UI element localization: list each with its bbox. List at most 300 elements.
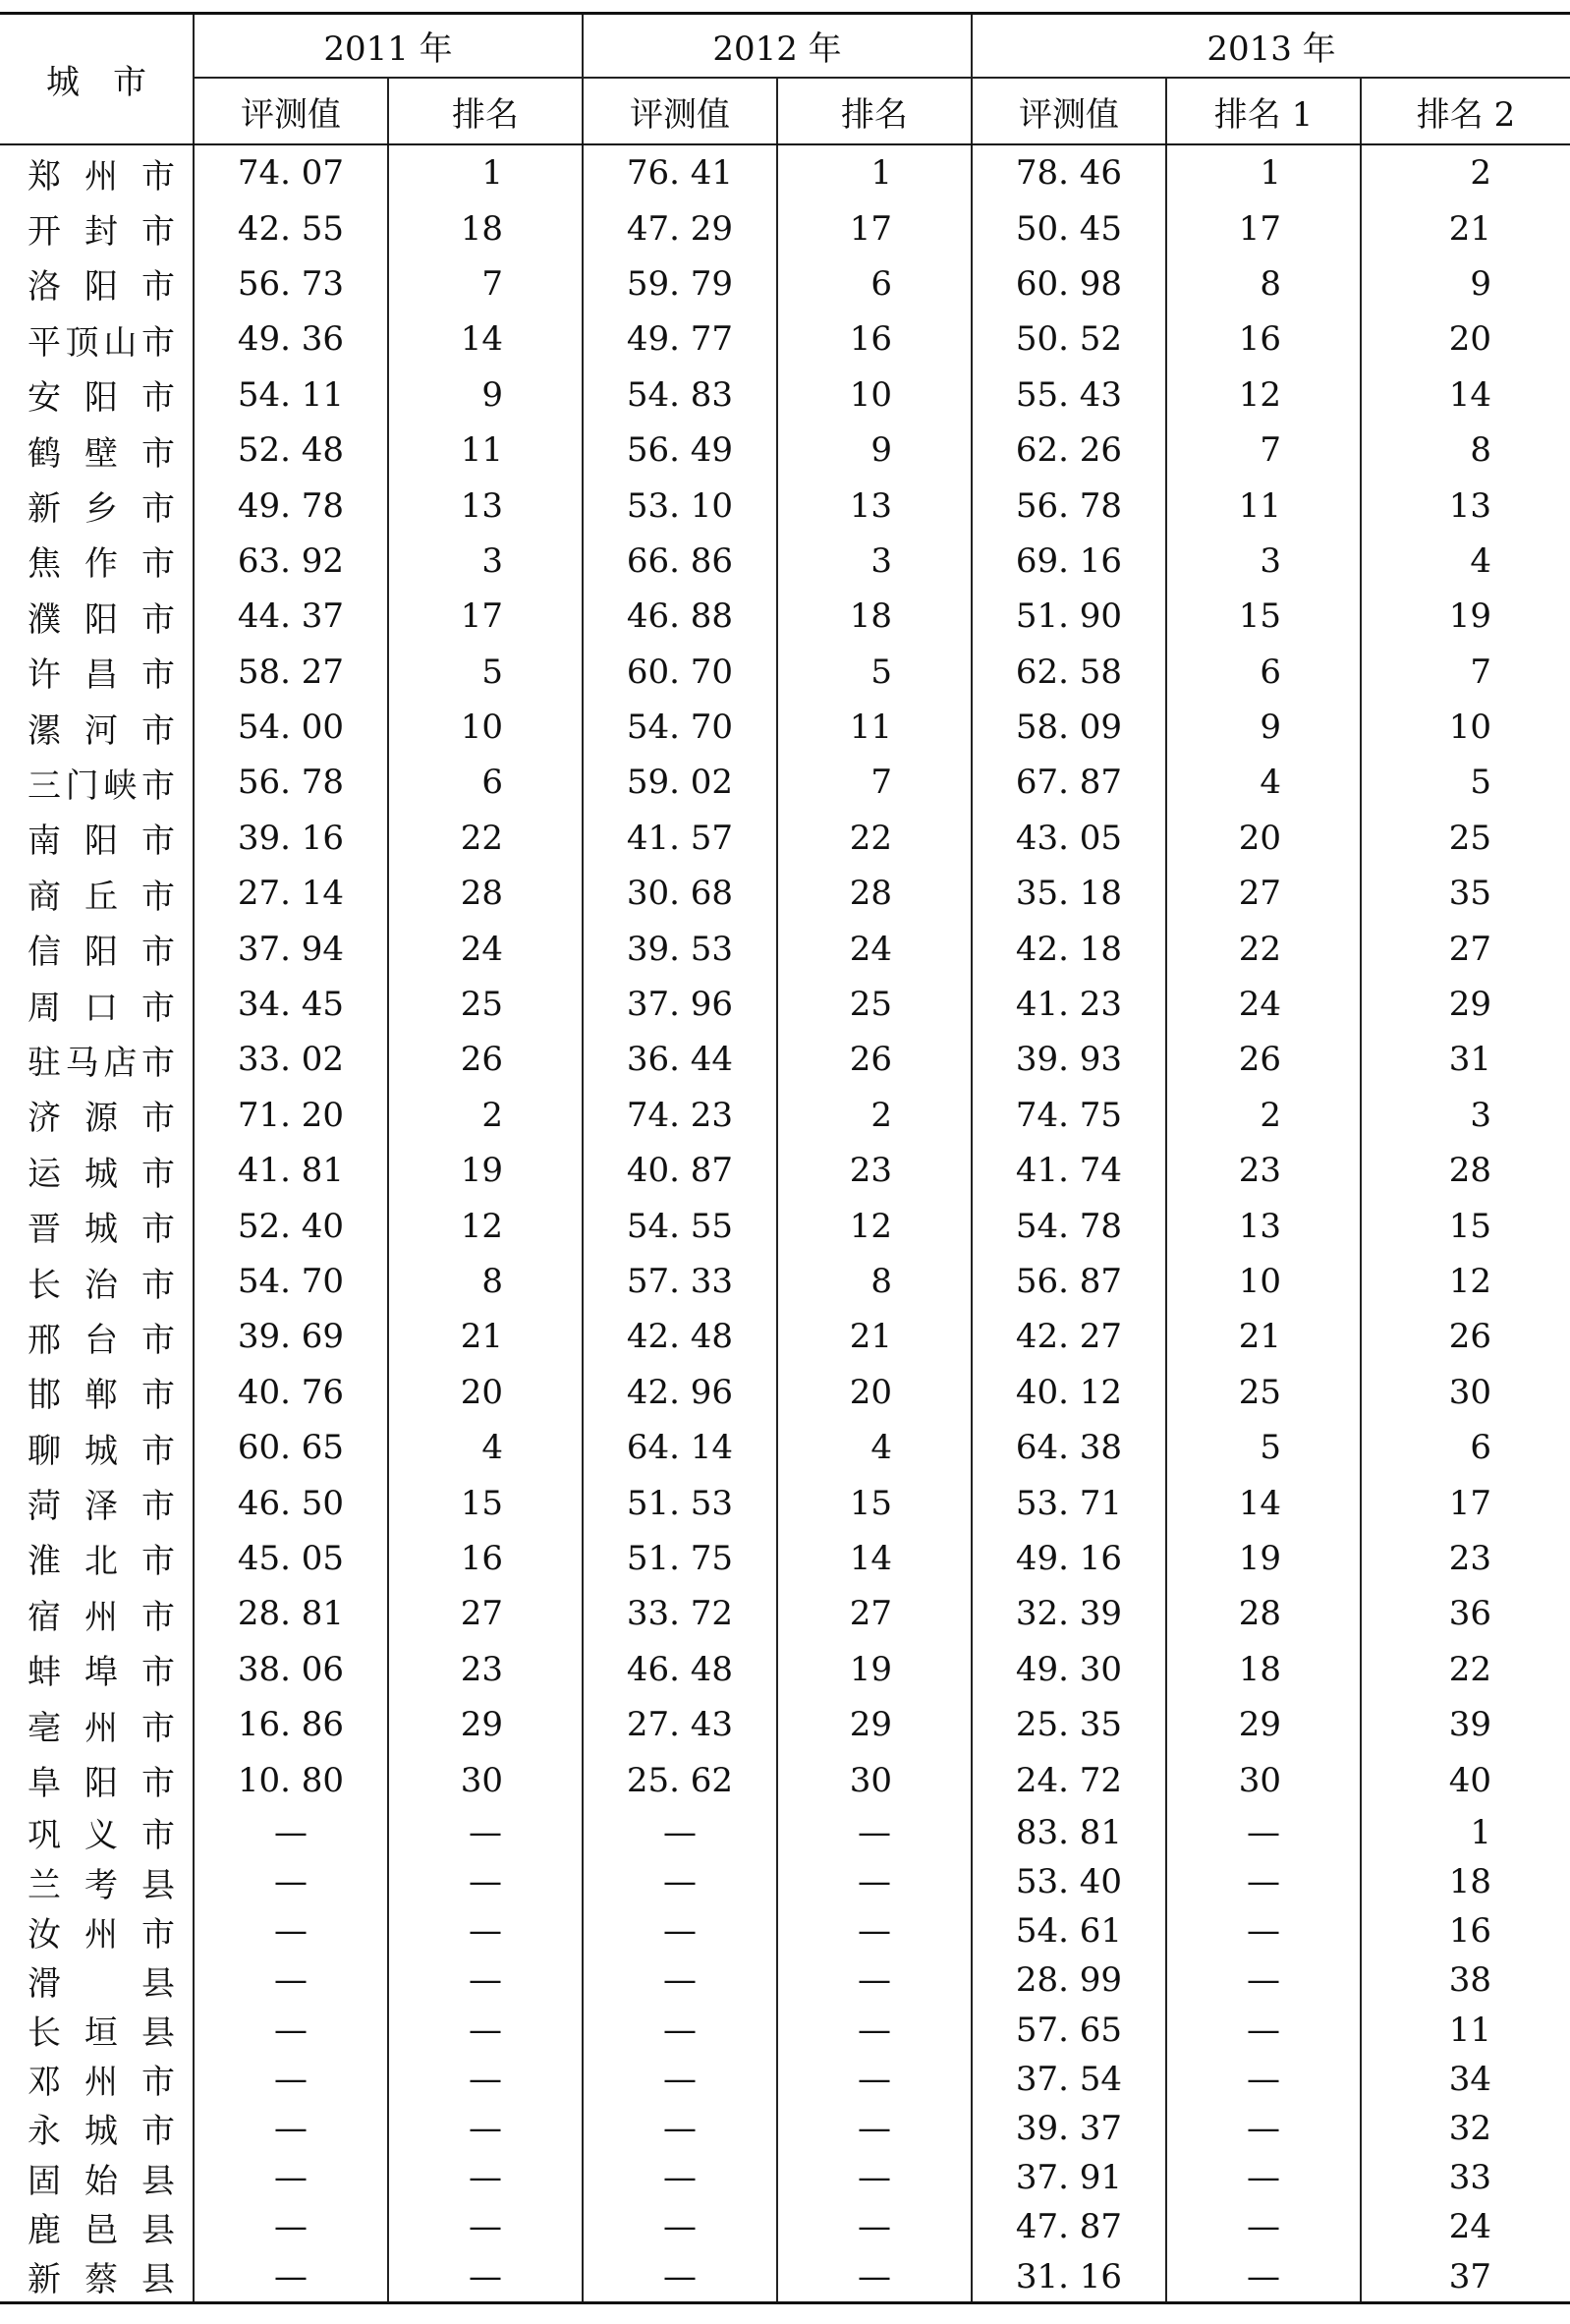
cell-rank2-2013: 12 [1361, 1254, 1570, 1309]
cell-rank1-2013: 12 [1166, 368, 1361, 423]
cell-rank-2011: 7 [388, 256, 583, 312]
cell-rank2-2013: 38 [1361, 1956, 1570, 2005]
cell-score-2013: 41. 74 [972, 1143, 1166, 1198]
cell-score-2011: 39. 16 [194, 811, 388, 866]
table-row [0, 312, 1570, 367]
cell-rank1-2013: — [1166, 1956, 1361, 2005]
cell-score-2013: 53. 40 [972, 1857, 1166, 1906]
cell-city: 邯郸市 [28, 1376, 175, 1416]
table-row [0, 368, 1570, 423]
table-row [0, 2251, 1570, 2302]
cell-rank2-2013: 24 [1361, 2202, 1570, 2251]
cell-rank-2012: 2 [777, 1088, 972, 1143]
cell-score-2013: 24. 72 [972, 1752, 1166, 1807]
cell-rank-2011: — [388, 2202, 583, 2251]
cell-score-2013: 43. 05 [972, 811, 1166, 866]
cell-rank-2011: 19 [388, 1143, 583, 1198]
cell-rank1-2013: 16 [1166, 312, 1361, 367]
cell-score-2012: — [583, 2055, 777, 2104]
cell-rank2-2013: 30 [1361, 1365, 1570, 1420]
cell-score-2011: 37. 94 [194, 921, 388, 976]
cell-rank1-2013: 2 [1166, 1088, 1361, 1143]
cell-score-2011: 39. 69 [194, 1309, 388, 1364]
cell-rank-2011: 10 [388, 700, 583, 755]
cell-score-2011: 28. 81 [194, 1586, 388, 1641]
table-row [0, 645, 1570, 700]
header-rank1-2013: 排名 1 [1166, 78, 1361, 144]
cell-rank-2011: 21 [388, 1309, 583, 1364]
cell-score-2013: 54. 61 [972, 1906, 1166, 1956]
cell-city: 许昌市 [28, 655, 175, 696]
cell-rank1-2013: — [1166, 2153, 1361, 2202]
cell-rank1-2013: 22 [1166, 921, 1361, 976]
cell-city: 阜阳市 [28, 1764, 175, 1804]
cell-score-2013: 55. 43 [972, 368, 1166, 423]
cell-score-2011: 33. 02 [194, 1032, 388, 1087]
cell-rank2-2013: 11 [1361, 2005, 1570, 2054]
cell-rank1-2013: 3 [1166, 534, 1361, 589]
cell-rank2-2013: 14 [1361, 368, 1570, 423]
header-score-2012: 评测值 [583, 78, 777, 144]
cell-rank1-2013: 11 [1166, 478, 1361, 533]
cell-city: 漯河市 [28, 710, 175, 751]
cell-rank1-2013: 5 [1166, 1420, 1361, 1475]
cell-score-2012: 33. 72 [583, 1586, 777, 1641]
cell-rank-2012: 23 [777, 1143, 972, 1198]
cell-city: 永城市 [28, 2112, 175, 2152]
cell-rank2-2013: 2 [1361, 144, 1570, 200]
cell-rank2-2013: 1 [1361, 1808, 1570, 1857]
cell-rank2-2013: 17 [1361, 1475, 1570, 1530]
cell-rank2-2013: 28 [1361, 1143, 1570, 1198]
cell-score-2012: — [583, 2153, 777, 2202]
cell-rank1-2013: 15 [1166, 589, 1361, 644]
cell-rank1-2013: 8 [1166, 256, 1361, 312]
cell-score-2012: 41. 57 [583, 811, 777, 866]
cell-city: 济源市 [28, 1099, 175, 1139]
cell-score-2013: 37. 54 [972, 2055, 1166, 2104]
cell-score-2013: 62. 26 [972, 423, 1166, 478]
cell-rank-2012: — [777, 2202, 972, 2251]
cell-rank1-2013: 25 [1166, 1365, 1361, 1420]
table-row [0, 1531, 1570, 1586]
cell-rank-2012: 9 [777, 423, 972, 478]
cell-city: 开封市 [28, 212, 175, 253]
cell-rank-2011: 8 [388, 1254, 583, 1309]
cell-rank2-2013: 34 [1361, 2055, 1570, 2104]
cell-rank2-2013: 33 [1361, 2153, 1570, 2202]
header-city: 城 市 [0, 14, 194, 145]
table-row [0, 144, 1570, 200]
cell-rank-2012: 1 [777, 144, 972, 200]
cell-rank1-2013: 20 [1166, 811, 1361, 866]
cell-score-2012: 46. 48 [583, 1642, 777, 1697]
cell-rank-2011: 26 [388, 1032, 583, 1087]
cell-score-2011: 38. 06 [194, 1642, 388, 1697]
cell-score-2011: 71. 20 [194, 1088, 388, 1143]
cell-rank2-2013: 36 [1361, 1586, 1570, 1641]
cell-score-2013: 49. 16 [972, 1531, 1166, 1586]
cell-rank-2011: — [388, 2251, 583, 2302]
cell-rank2-2013: 18 [1361, 1857, 1570, 1906]
cell-rank-2012: — [777, 2153, 972, 2202]
cell-rank-2011: 28 [388, 866, 583, 921]
cell-rank-2011: 24 [388, 921, 583, 976]
cell-rank-2011: 16 [388, 1531, 583, 1586]
cell-city: 菏泽市 [28, 1487, 175, 1527]
cell-rank2-2013: 10 [1361, 700, 1570, 755]
cell-score-2013: 64. 38 [972, 1420, 1166, 1475]
cell-score-2012: — [583, 1906, 777, 1956]
cell-rank-2011: 22 [388, 811, 583, 866]
cell-score-2013: 25. 35 [972, 1697, 1166, 1752]
header-year-2011: 2011 年 [194, 14, 583, 79]
cell-score-2012: 66. 86 [583, 534, 777, 589]
cell-score-2011: — [194, 1906, 388, 1956]
cell-score-2011: 54. 00 [194, 700, 388, 755]
cell-rank1-2013: 7 [1166, 423, 1361, 478]
table-row [0, 811, 1570, 866]
table-row [0, 1642, 1570, 1697]
cell-score-2011: — [194, 1857, 388, 1906]
cell-rank-2011: 1 [388, 144, 583, 200]
cell-score-2012: 57. 33 [583, 1254, 777, 1309]
table-row [0, 1475, 1570, 1530]
cell-rank1-2013: — [1166, 2055, 1361, 2104]
cell-rank1-2013: 4 [1166, 755, 1361, 810]
cell-score-2011: — [194, 1808, 388, 1857]
cell-city: 安阳市 [28, 378, 175, 419]
header-rank-2011: 排名 [388, 78, 583, 144]
cell-score-2012: 47. 29 [583, 200, 777, 255]
cell-city: 郑州市 [28, 156, 175, 197]
cell-rank2-2013: 22 [1361, 1642, 1570, 1697]
cell-rank-2012: — [777, 1906, 972, 1956]
cell-rank2-2013: 37 [1361, 2251, 1570, 2302]
cell-rank1-2013: — [1166, 1808, 1361, 1857]
cell-score-2012: — [583, 1956, 777, 2005]
cell-score-2012: 39. 53 [583, 921, 777, 976]
cell-rank-2011: — [388, 2104, 583, 2153]
cell-rank-2011: 4 [388, 1420, 583, 1475]
table-row [0, 200, 1570, 255]
cell-rank2-2013: 9 [1361, 256, 1570, 312]
cell-score-2012: 49. 77 [583, 312, 777, 367]
table-row [0, 1586, 1570, 1641]
cell-rank-2011: 9 [388, 368, 583, 423]
cell-rank-2011: 29 [388, 1697, 583, 1752]
cell-rank2-2013: 20 [1361, 312, 1570, 367]
table-row [0, 1365, 1570, 1420]
cell-score-2012: 54. 55 [583, 1198, 777, 1253]
cell-score-2011: 63. 92 [194, 534, 388, 589]
evaluation-table-container [0, 12, 1570, 2304]
cell-rank2-2013: 3 [1361, 1088, 1570, 1143]
cell-rank-2012: 25 [777, 977, 972, 1032]
cell-rank-2011: 2 [388, 1088, 583, 1143]
cell-city: 汝州市 [28, 1914, 175, 1955]
cell-score-2012: 54. 83 [583, 368, 777, 423]
cell-score-2011: — [194, 2055, 388, 2104]
cell-city: 晋城市 [28, 1210, 175, 1250]
cell-rank2-2013: 8 [1361, 423, 1570, 478]
table-body [0, 144, 1570, 2302]
table-row [0, 2202, 1570, 2251]
cell-city: 濮阳市 [28, 599, 175, 640]
table-row [0, 1752, 1570, 1807]
cell-score-2011: 60. 65 [194, 1420, 388, 1475]
cell-city: 蚌埠市 [28, 1653, 175, 1693]
cell-score-2013: 28. 99 [972, 1956, 1166, 2005]
cell-rank-2011: — [388, 1857, 583, 1906]
cell-score-2011: — [194, 2005, 388, 2054]
cell-rank2-2013: 39 [1361, 1697, 1570, 1752]
cell-city: 亳州市 [28, 1708, 175, 1748]
cell-score-2011: 52. 48 [194, 423, 388, 478]
cell-rank-2012: 3 [777, 534, 972, 589]
cell-rank-2012: 15 [777, 1475, 972, 1530]
cell-score-2013: 37. 91 [972, 2153, 1166, 2202]
cell-score-2013: 32. 39 [972, 1586, 1166, 1641]
cell-rank1-2013: — [1166, 2251, 1361, 2302]
cell-rank-2011: 17 [388, 589, 583, 644]
cell-score-2011: — [194, 2104, 388, 2153]
cell-rank2-2013: 40 [1361, 1752, 1570, 1807]
cell-rank-2012: 28 [777, 866, 972, 921]
cell-score-2012: 27. 43 [583, 1697, 777, 1752]
cell-rank-2012: 13 [777, 478, 972, 533]
cell-score-2013: 56. 87 [972, 1254, 1166, 1309]
cell-rank2-2013: 16 [1361, 1906, 1570, 1956]
cell-score-2011: — [194, 1956, 388, 2005]
cell-score-2011: 49. 78 [194, 478, 388, 533]
cell-rank-2012: — [777, 1857, 972, 1906]
cell-rank1-2013: 9 [1166, 700, 1361, 755]
table-row [0, 1254, 1570, 1309]
cell-rank1-2013: 6 [1166, 645, 1361, 700]
cell-score-2012: 76. 41 [583, 144, 777, 200]
cell-score-2012: — [583, 1808, 777, 1857]
cell-rank2-2013: 5 [1361, 755, 1570, 810]
cell-city: 巩义市 [28, 1816, 175, 1856]
cell-rank-2011: — [388, 2055, 583, 2104]
table-row [0, 534, 1570, 589]
table-row [0, 1198, 1570, 1253]
cell-score-2012: 42. 96 [583, 1365, 777, 1420]
cell-city: 邓州市 [28, 2063, 175, 2103]
cell-rank-2011: — [388, 1956, 583, 2005]
cell-rank-2012: 14 [777, 1531, 972, 1586]
cell-score-2011: 58. 27 [194, 645, 388, 700]
cell-rank2-2013: 25 [1361, 811, 1570, 866]
cell-rank2-2013: 7 [1361, 645, 1570, 700]
cell-rank-2011: 27 [388, 1586, 583, 1641]
cell-score-2013: 49. 30 [972, 1642, 1166, 1697]
header-score-2013: 评测值 [972, 78, 1166, 144]
cell-rank1-2013: — [1166, 2005, 1361, 2054]
cell-rank2-2013: 4 [1361, 534, 1570, 589]
cell-score-2013: 41. 23 [972, 977, 1166, 1032]
cell-rank-2011: 11 [388, 423, 583, 478]
cell-rank1-2013: 23 [1166, 1143, 1361, 1198]
cell-rank-2012: — [777, 1956, 972, 2005]
cell-rank-2012: 12 [777, 1198, 972, 1253]
cell-score-2011: 34. 45 [194, 977, 388, 1032]
cell-city: 信阳市 [28, 933, 175, 973]
cell-city: 固始县 [28, 2161, 175, 2201]
cell-rank-2012: — [777, 2251, 972, 2302]
header-year-2012: 2012 年 [583, 14, 972, 79]
cell-rank-2011: 12 [388, 1198, 583, 1253]
cell-score-2012: 60. 70 [583, 645, 777, 700]
cell-score-2011: 56. 78 [194, 755, 388, 810]
cell-rank1-2013: 13 [1166, 1198, 1361, 1253]
cell-score-2013: 53. 71 [972, 1475, 1166, 1530]
cell-rank-2011: 5 [388, 645, 583, 700]
table-row [0, 2005, 1570, 2054]
cell-rank1-2013: 14 [1166, 1475, 1361, 1530]
cell-score-2013: 56. 78 [972, 478, 1166, 533]
table-row [0, 423, 1570, 478]
cell-rank2-2013: 15 [1361, 1198, 1570, 1253]
cell-score-2012: 51. 53 [583, 1475, 777, 1530]
cell-rank1-2013: 1 [1166, 144, 1361, 200]
cell-rank1-2013: 18 [1166, 1642, 1361, 1697]
cell-rank1-2013: — [1166, 1857, 1361, 1906]
cell-rank-2012: — [777, 2005, 972, 2054]
cell-rank-2012: 22 [777, 811, 972, 866]
cell-score-2013: 42. 27 [972, 1309, 1166, 1364]
cell-rank-2011: — [388, 2153, 583, 2202]
cell-score-2011: 46. 50 [194, 1475, 388, 1530]
cell-score-2012: 30. 68 [583, 866, 777, 921]
cell-score-2013: 83. 81 [972, 1808, 1166, 1857]
cell-rank-2012: 11 [777, 700, 972, 755]
cell-score-2012: — [583, 1857, 777, 1906]
cell-rank2-2013: 26 [1361, 1309, 1570, 1364]
cell-score-2012: — [583, 2251, 777, 2302]
cell-city: 邢台市 [28, 1320, 175, 1360]
cell-score-2013: 54. 78 [972, 1198, 1166, 1253]
header-rank-2012: 排名 [777, 78, 972, 144]
cell-score-2012: 36. 44 [583, 1032, 777, 1087]
cell-rank-2011: 13 [388, 478, 583, 533]
cell-rank1-2013: 19 [1166, 1531, 1361, 1586]
cell-city: 商丘市 [28, 877, 175, 917]
cell-rank-2012: 20 [777, 1365, 972, 1420]
header-rank2-2013: 排名 2 [1361, 78, 1570, 144]
cell-score-2013: 62. 58 [972, 645, 1166, 700]
cell-city: 滑 县 [28, 1963, 175, 2004]
cell-score-2011: 74. 07 [194, 144, 388, 200]
cell-score-2012: 59. 02 [583, 755, 777, 810]
cell-rank2-2013: 13 [1361, 478, 1570, 533]
cell-rank2-2013: 27 [1361, 921, 1570, 976]
cell-city: 周口市 [28, 988, 175, 1028]
cell-score-2013: 31. 16 [972, 2251, 1166, 2302]
cell-score-2012: 25. 62 [583, 1752, 777, 1807]
table-row [0, 589, 1570, 644]
cell-rank-2012: 29 [777, 1697, 972, 1752]
cell-score-2012: 74. 23 [583, 1088, 777, 1143]
cell-rank-2011: 20 [388, 1365, 583, 1420]
cell-score-2012: 46. 88 [583, 589, 777, 644]
cell-score-2013: 74. 75 [972, 1088, 1166, 1143]
table-row [0, 1697, 1570, 1752]
cell-city: 鹿邑县 [28, 2210, 175, 2250]
cell-rank1-2013: — [1166, 2202, 1361, 2251]
header-score-2011: 评测值 [194, 78, 388, 144]
cell-rank-2012: — [777, 1808, 972, 1857]
cell-rank-2012: 24 [777, 921, 972, 976]
cell-rank-2011: 30 [388, 1752, 583, 1807]
cell-city: 平顶山市 [28, 322, 175, 363]
cell-rank-2011: — [388, 1808, 583, 1857]
cell-rank1-2013: 24 [1166, 977, 1361, 1032]
cell-score-2012: — [583, 2104, 777, 2153]
cell-score-2013: 42. 18 [972, 921, 1166, 976]
cell-score-2013: 60. 98 [972, 256, 1166, 312]
cell-rank-2012: 5 [777, 645, 972, 700]
table-row [0, 1857, 1570, 1906]
cell-rank-2012: 18 [777, 589, 972, 644]
cell-rank1-2013: 27 [1166, 866, 1361, 921]
cell-rank2-2013: 35 [1361, 866, 1570, 921]
cell-rank2-2013: 29 [1361, 977, 1570, 1032]
table-row [0, 1088, 1570, 1143]
table-row [0, 2055, 1570, 2104]
cell-rank-2012: 30 [777, 1752, 972, 1807]
cell-score-2012: 53. 10 [583, 478, 777, 533]
cell-city: 焦作市 [28, 544, 175, 585]
cell-city: 新乡市 [28, 489, 175, 530]
cell-rank-2012: 19 [777, 1642, 972, 1697]
cell-score-2013: 47. 87 [972, 2202, 1166, 2251]
table-row [0, 1032, 1570, 1087]
cell-score-2011: 42. 55 [194, 200, 388, 255]
cell-score-2011: 27. 14 [194, 866, 388, 921]
cell-rank1-2013: 17 [1166, 200, 1361, 255]
table-row [0, 1143, 1570, 1198]
cell-rank-2012: 8 [777, 1254, 972, 1309]
cell-city: 洛阳市 [28, 267, 175, 308]
cell-score-2011: 54. 11 [194, 368, 388, 423]
cell-score-2013: 51. 90 [972, 589, 1166, 644]
cell-rank-2011: 18 [388, 200, 583, 255]
table-header [0, 14, 1570, 145]
cell-rank-2012: 4 [777, 1420, 972, 1475]
cell-score-2013: 50. 52 [972, 312, 1166, 367]
cell-score-2012: 40. 87 [583, 1143, 777, 1198]
cell-city: 鹤壁市 [28, 433, 175, 474]
cell-score-2011: — [194, 2251, 388, 2302]
table-row [0, 2104, 1570, 2153]
cell-rank-2012: 7 [777, 755, 972, 810]
cell-score-2012: — [583, 2005, 777, 2054]
cell-rank1-2013: — [1166, 2104, 1361, 2153]
table-row [0, 700, 1570, 755]
cell-city: 驻马店市 [28, 1043, 175, 1083]
cell-score-2013: 40. 12 [972, 1365, 1166, 1420]
cell-city: 长垣县 [28, 2013, 175, 2054]
cell-score-2011: 41. 81 [194, 1143, 388, 1198]
cell-city: 兰考县 [28, 1865, 175, 1905]
table-row [0, 977, 1570, 1032]
table-row [0, 1906, 1570, 1956]
cell-score-2012: — [583, 2202, 777, 2251]
cell-score-2013: 58. 09 [972, 700, 1166, 755]
cell-rank-2012: 27 [777, 1586, 972, 1641]
